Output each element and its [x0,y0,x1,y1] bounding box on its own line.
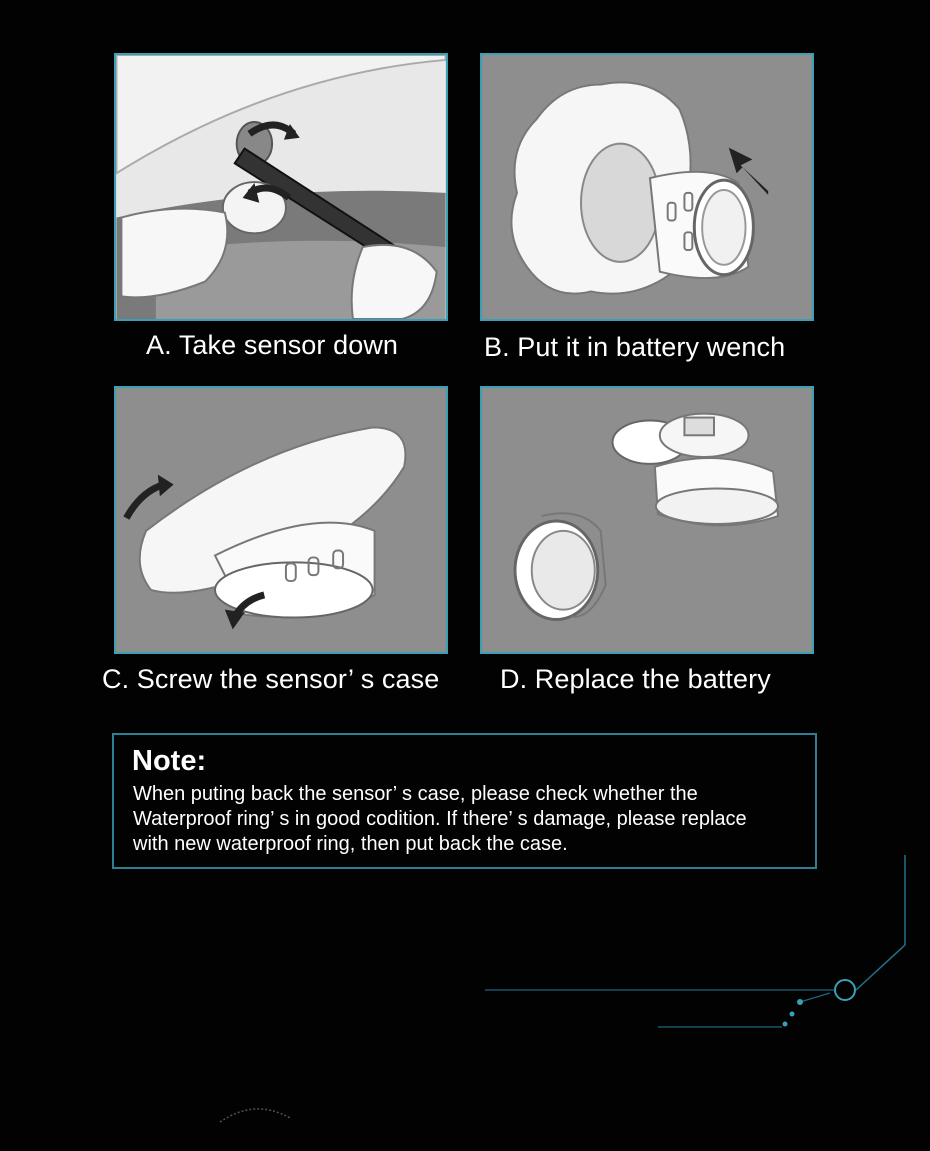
unscrew-sensor-case-icon [116,388,446,652]
step-c-image [114,386,448,654]
step-b-caption: B. Put it in battery wench [484,332,786,362]
note-title: Note: [132,745,207,777]
step-d-image [480,386,814,654]
step-b-image [480,53,814,321]
step-a-image [114,53,448,321]
note-line: with new waterproof ring, then put back the case. [133,833,568,855]
wrench-removing-sensor-icon [116,55,446,319]
step-c-caption: C. Screw the sensor’ s case [102,664,440,694]
step-a-caption: A. Take sensor down [146,330,399,360]
step-d-caption: D. Replace the battery [500,664,771,694]
note-line: When puting back the sensor’ s case, please check whether the [133,783,698,805]
sensor-in-battery-wrench-icon [482,55,812,319]
circuit-node-icon [835,980,855,1000]
open-sensor-battery-icon [482,388,812,652]
note-line: Waterproof ring’ s in good codition. If there’ s damage, please replace [133,808,747,830]
